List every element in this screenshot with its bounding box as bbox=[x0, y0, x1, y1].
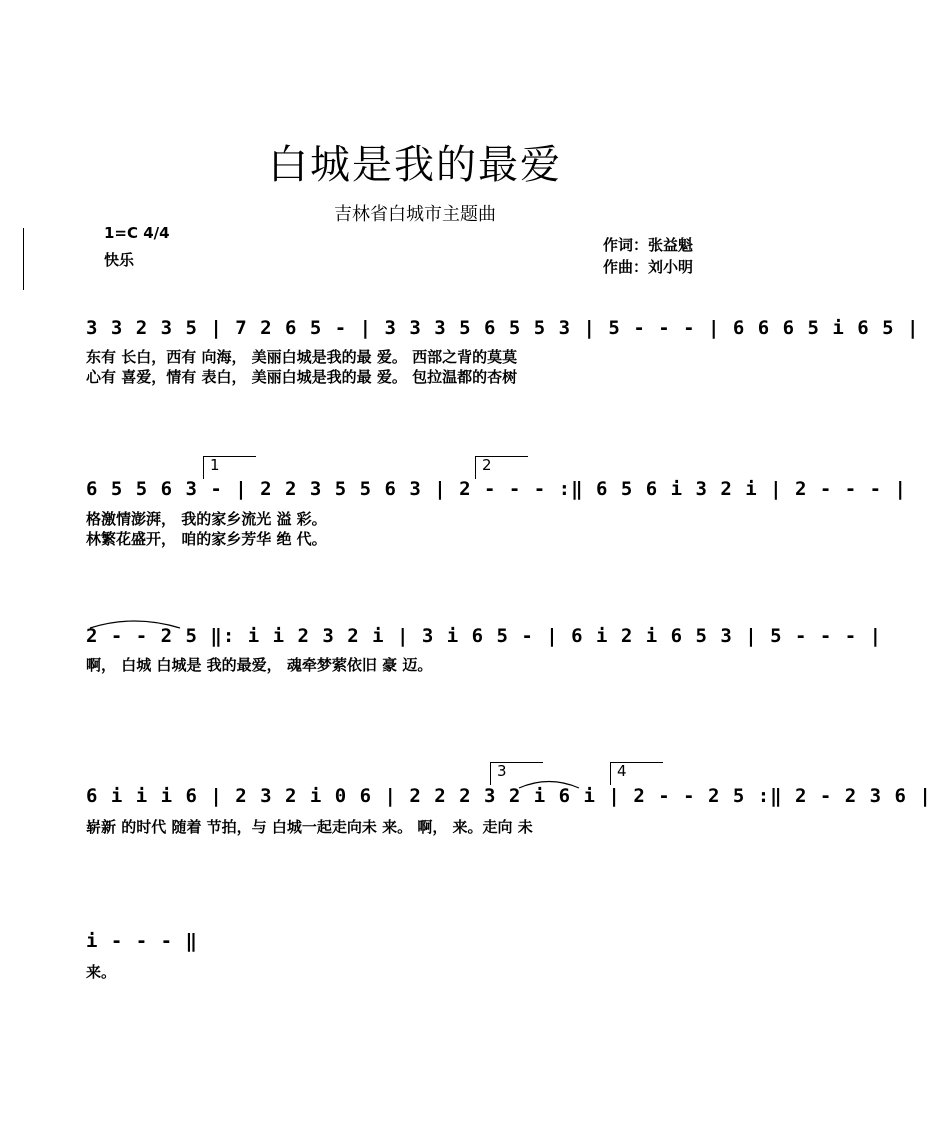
lyric-row-1-verse-2: 心有 喜爱，情有 表白， 美丽白城是我的最 爱。 包拉温都的杏树 bbox=[86, 368, 518, 386]
tempo-marking: 快乐 bbox=[104, 251, 135, 269]
notation-row-2: 6 5 5 6 3 - | 2 2 3 5 5 6 3 | 2 - - - :‖ 6 5 6 i 3 2 i | 2 - - - | bbox=[86, 478, 907, 500]
ending-bracket-4: 4 bbox=[610, 762, 663, 785]
song-title: 白城是我的最爱 bbox=[268, 142, 562, 188]
margin-line bbox=[23, 228, 24, 290]
lyricist-credit: 作词：张益魁 bbox=[603, 236, 694, 254]
notation-row-3: 2 - - 2 5 ‖: i i 2 3 2 i | 3 i 6 5 - | 6 i 2 i 6 5 3 | 5 - - - | bbox=[86, 625, 883, 647]
lyric-row-2-verse-2: 林繁花盛开， 咱的家乡芳华 绝 代。 bbox=[86, 530, 327, 548]
lyric-row-1-verse-1: 东有 长白，西有 向海， 美丽白城是我的最 爱。 西部之背的莫莫 bbox=[86, 348, 518, 366]
ending-bracket-1: 1 bbox=[203, 456, 256, 479]
composer-credit: 作曲：刘小明 bbox=[603, 258, 694, 276]
notation-row-5: i - - - ‖ bbox=[86, 930, 198, 952]
notation-row-4: 6 i i i 6 | 2 3 2 i 0 6 | 2 2 2 3 2 i 6 i | 2 - - 2 5 :‖ 2 - 2 3 6 | bbox=[86, 785, 932, 807]
notation-row-1: 3 3 2 3 5 | 7 2 6 5 - | 3 3 3 5 6 5 5 3 | 5 - - - | 6 6 6 5 i 6 5 | bbox=[86, 317, 920, 339]
key-meter: 1=C 4/4 bbox=[104, 224, 170, 242]
lyric-row-4: 崭新 的时代 随着 节拍，与 白城一起走向未 来。 啊， 来。走向 未 bbox=[86, 818, 533, 836]
ending-bracket-3: 3 bbox=[490, 762, 543, 785]
song-subtitle: 吉林省白城市主题曲 bbox=[334, 204, 496, 225]
lyric-row-5: 来。 bbox=[86, 963, 117, 981]
ending-bracket-2: 2 bbox=[475, 456, 528, 479]
lyric-row-3: 啊， 白城 白城是 我的最爱， 魂牵梦萦依旧 豪 迈。 bbox=[86, 656, 433, 674]
lyric-row-2-verse-1: 格激情澎湃， 我的家乡流光 溢 彩。 bbox=[86, 510, 327, 528]
